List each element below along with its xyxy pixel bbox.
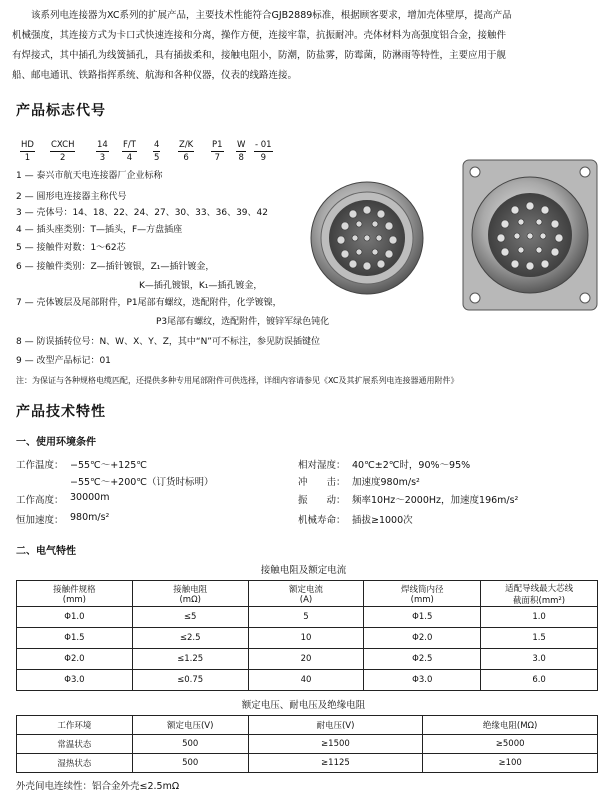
table-header-cell: 耐电压(V) — [248, 716, 423, 735]
definition-item: 6 — 接触件类别：Z—插针镀银，Z₁—插针镀金， — [16, 262, 215, 272]
table-cell: 湿热状态 — [17, 754, 133, 773]
table-header-row — [17, 581, 598, 607]
env-acc-label: 恒加速度： — [16, 515, 64, 526]
table-cell: 500 — [132, 754, 248, 773]
intro-line: 该系列电连接器为XC系列的扩展产品，主要技术性能符合GJB2889标准，根据顾客要求，增加壳体壁厚，提高产品 — [31, 10, 512, 21]
code-part: P1 7 — [212, 140, 223, 163]
table-cell: 3.0 — [481, 649, 598, 670]
code-part: F/T 4 — [123, 140, 136, 163]
table-cell: ≥1125 — [248, 754, 423, 773]
code-part: HD 1 — [21, 140, 34, 163]
env-acc-value: 980m/s² — [70, 512, 110, 523]
table-cell: ≥100 — [423, 754, 598, 773]
receptacle-image — [463, 160, 597, 310]
definition-item: P3尾部有螺纹，选配附件，镀锌军绿色钝化 — [156, 317, 330, 327]
env-shock-value: 加速度980m/s² — [352, 477, 420, 488]
env-vib-label: 振 动： — [298, 495, 346, 506]
table-row — [17, 670, 598, 691]
table-cell: 1.0 — [481, 607, 598, 628]
code-part: Z/K 6 — [179, 140, 194, 163]
definition-item: 7 — 壳体镀层及尾部附件，P1尾部有螺纹，选配附件，化学镀镍， — [16, 298, 282, 308]
table-header-cell: 适配导线最大芯线 截面积(mm²) — [481, 581, 598, 607]
table-header-row — [17, 716, 598, 735]
definition-item: 4 — 插头座类别：T—插头，F—方盘插座 — [16, 225, 183, 235]
table-cell: 常温状态 — [17, 735, 133, 754]
definition-item: 3 — 壳体号：14、18、22、24、27、30、33、36、39、42 — [16, 208, 268, 218]
intro-line: 有焊接式，其中插孔为线簧插孔，具有插拔柔和，接触电阻小，防潮，防盐雾，防霉菌，防淋雨等特性，主要应用于舰 — [12, 50, 507, 61]
table-cell: ≤1.25 — [132, 649, 248, 670]
table-cell: ≥1500 — [248, 735, 423, 754]
code-part: W 8 — [237, 140, 246, 163]
table-cell: Φ2.5 — [364, 649, 481, 670]
env-life-label: 机械寿命： — [298, 515, 346, 526]
intro-line: 船、邮电通讯、铁路指挥系统、航海和各种仪器，仪表的线路连接。 — [12, 70, 298, 81]
table-cell: Φ1.5 — [17, 628, 133, 649]
table-row — [17, 628, 598, 649]
table-cell: Φ1.5 — [364, 607, 481, 628]
table-cell: Φ2.0 — [364, 628, 481, 649]
table-cell: 500 — [132, 735, 248, 754]
env-temp-label: 工作温度： — [16, 460, 64, 471]
table-header-cell: 绝缘电阻(MΩ) — [423, 716, 598, 735]
table-cell: Φ3.0 — [364, 670, 481, 691]
definition-item: 5 — 接触件对数：1～62芯 — [16, 243, 126, 253]
env-humidity-label: 相对湿度： — [298, 460, 346, 471]
table-header-cell: 额定电流 (A) — [248, 581, 364, 607]
table-cell: Φ2.0 — [17, 649, 133, 670]
table-row — [17, 649, 598, 670]
table-cell: ≥5000 — [423, 735, 598, 754]
env-shock-label: 冲 击： — [298, 477, 346, 488]
table-cell: ≤2.5 — [132, 628, 248, 649]
table-header-cell: 工作环境 — [17, 716, 133, 735]
table-row — [17, 735, 598, 754]
table-cell: Φ1.0 — [17, 607, 133, 628]
table-header-cell: 接触件规格 (mm) — [17, 581, 133, 607]
elec-subtitle: 二、电气特性 — [16, 546, 76, 557]
voltage-insulation-table — [16, 715, 598, 773]
code-part: 14 3 — [97, 140, 108, 163]
env-life-value: 插拔≥1000次 — [352, 515, 413, 526]
plug-image — [311, 182, 423, 294]
intro-paragraph — [12, 6, 598, 86]
table-cell: Φ3.0 — [17, 670, 133, 691]
table-row — [17, 754, 598, 773]
definition-item: K—插孔镀银，K₁—插孔镀金， — [139, 281, 263, 291]
table1-caption: 接触电阻及额定电流 — [260, 565, 347, 576]
table-row — [17, 607, 598, 628]
table-cell: ≤5 — [132, 607, 248, 628]
table-header-cell: 额定电压(V) — [132, 716, 248, 735]
section-title-product-code: 产品标志代号 — [16, 103, 106, 119]
section-title-tech-spec: 产品技术特性 — [16, 404, 106, 420]
table2-caption: 额定电压、耐电压及绝缘电阻 — [241, 700, 366, 711]
table-cell: 20 — [248, 649, 364, 670]
note-text: 注：为保证与各种规格电缆匹配，还提供多种专用尾部附件可供选择，详细内容请参见《XC及其扩展系列电连接器通用附件》 — [16, 376, 459, 385]
code-part: CXCH 2 — [51, 140, 75, 163]
footer-text: 外壳间电连续性：铝合金外壳≤2.5mΩ — [16, 781, 180, 792]
table-cell: 5 — [248, 607, 364, 628]
table-cell: 1.5 — [481, 628, 598, 649]
definition-item: 1 — 泰兴市航天电连接器厂企业标称 — [16, 171, 163, 181]
definition-item: 8 — 防误插转位号：N、W、X、Y、Z，其中“N”可不标注，参见防误插键位 — [16, 337, 320, 347]
table-header-cell: 焊线筒内径 (mm) — [364, 581, 481, 607]
env-temp-value-1: −55℃～+125℃ — [70, 460, 147, 471]
table-cell: 10 — [248, 628, 364, 649]
env-temp-value-2: −55℃～+200℃（订货时标明） — [70, 477, 214, 488]
env-alt-value: 30000m — [70, 492, 110, 503]
env-alt-label: 工作高度： — [16, 495, 64, 506]
definition-item: 9 — 改型产品标记：01 — [16, 356, 111, 366]
table-cell: 6.0 — [481, 670, 598, 691]
connector-photo — [305, 152, 600, 322]
env-subtitle: 一、使用环境条件 — [16, 437, 96, 448]
contact-resistance-table — [16, 580, 598, 691]
table-cell: ≤0.75 — [132, 670, 248, 691]
table-header-cell: 接触电阻 (mΩ) — [132, 581, 248, 607]
intro-line: 机械强度，其连接方式为卡口式快速连接和分离，操作方便，连接牢靠，抗振耐冲。壳体材料为高强度铝合金，接触件 — [12, 30, 507, 41]
code-part: - 01 9 — [255, 140, 272, 163]
definition-item: 2 — 圆形电连接器主称代号 — [16, 192, 127, 202]
env-vib-value: 频率10Hz～2000Hz，加速度196m/s² — [352, 495, 519, 506]
code-part: 4 5 — [154, 140, 160, 163]
env-humidity-value: 40℃±2℃时，90%～95% — [352, 460, 471, 471]
table-cell: 40 — [248, 670, 364, 691]
